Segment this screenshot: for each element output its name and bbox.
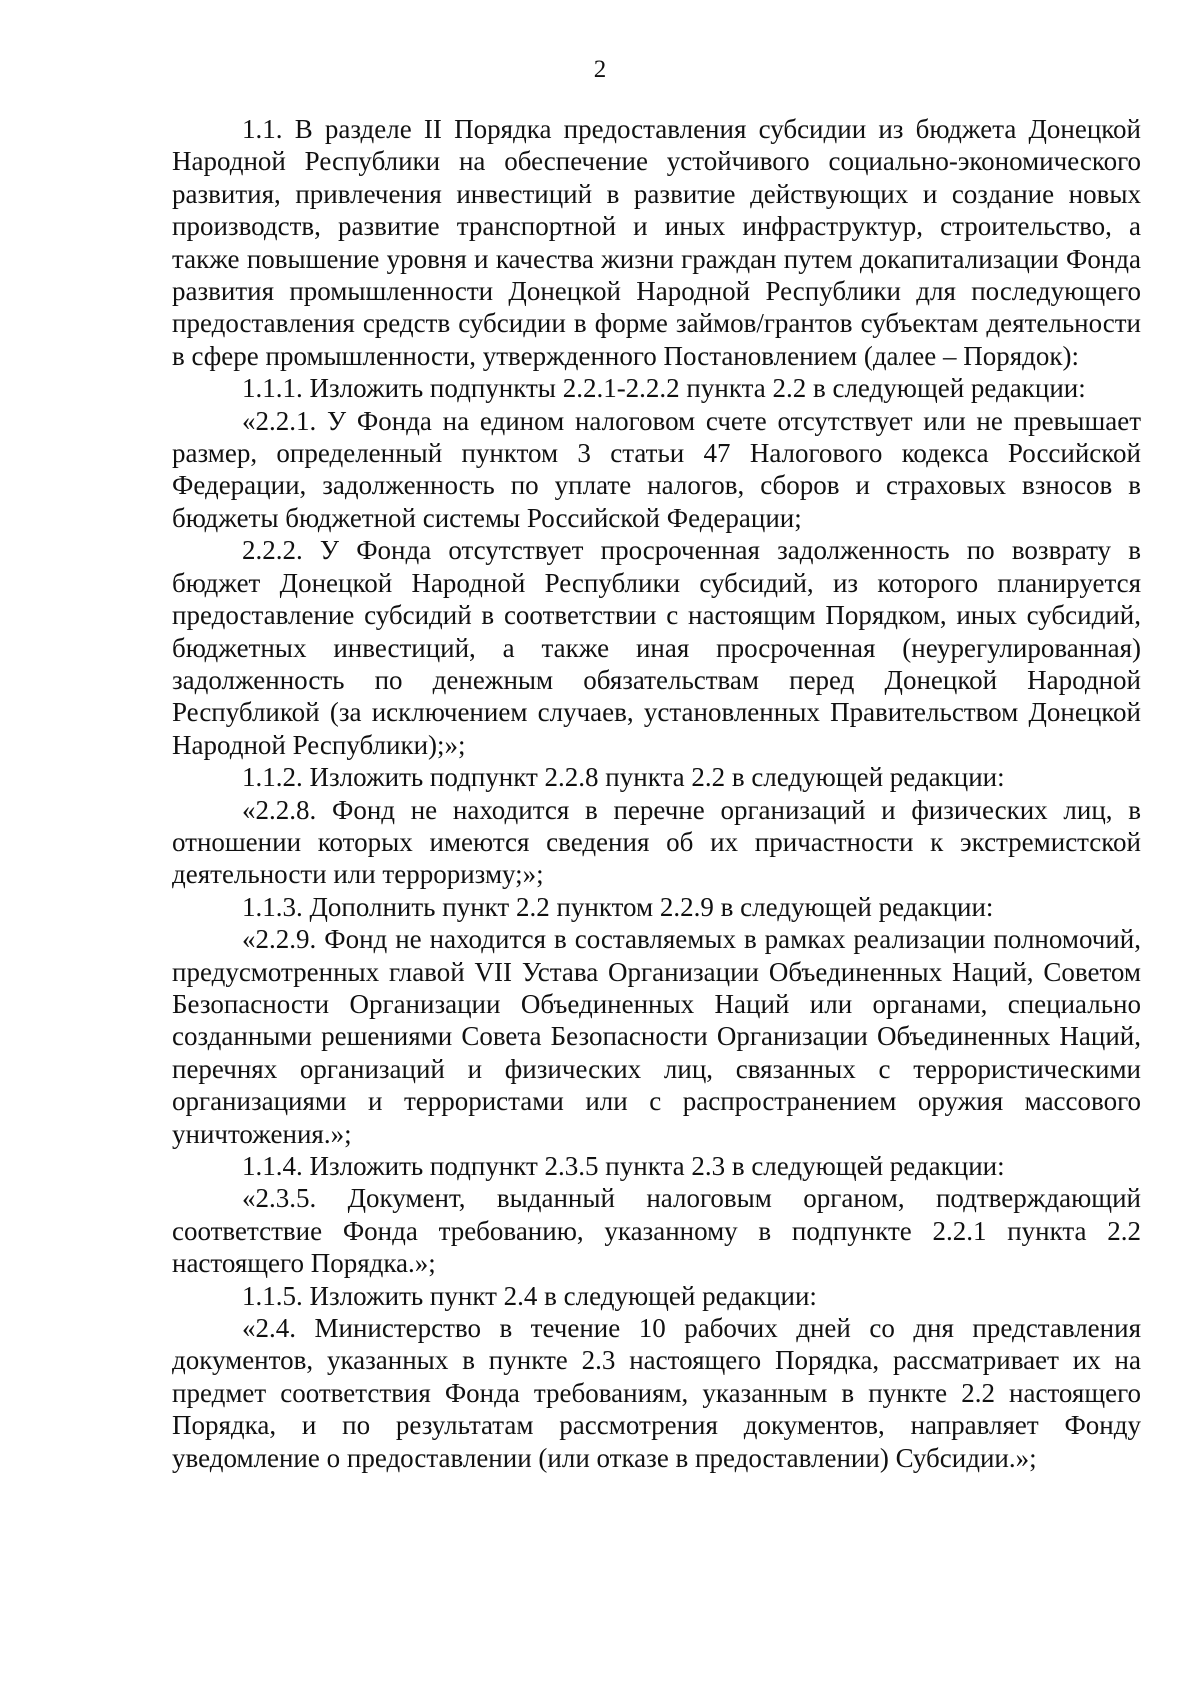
paragraph-2-2-2: 2.2.2. У Фонда отсутствует просроченная задолженность по возврату в бюджет Донецкой Народной Республики субсидий, из которого планируется предоставление субсидий в соответствии с настоящим Порядком, иных субсидий, бюджетных инвестиций, а также иная просроченная (неурегулированная) задолженность по денежным обязательствам перед Донецкой Народной Республикой (за исключением случаев, установленных Правительством Донецкой Народной Республики);»; [172, 535, 1141, 760]
paragraph-1-1-2: 1.1.2. Изложить подпункт 2.2.8 пункта 2.2 в следующей редакции: [242, 762, 1005, 793]
paragraph-1-1-1: 1.1.1. Изложить подпункты 2.2.1-2.2.2 пункта 2.2 в следующей редакции: [242, 373, 1086, 404]
paragraph-1-1-3: 1.1.3. Дополнить пункт 2.2 пунктом 2.2.9 в следующей редакции: [242, 891, 994, 922]
document-body [172, 113, 1141, 1474]
paragraph-2-4: «2.4. Министерство в течение 10 рабочих дней со дня представления документов, указанных в пункте 2.3 настоящего Порядка, рассматривает их на предмет соответствия Фонда требованиям, указанным в пункте 2.2 настоящего Порядка, и по результатам рассмотрения документов, направляет Фонду уведомление о предоставлении (или отказе в предоставлении) Субсидии.»; [172, 1313, 1141, 1473]
paragraph-2-2-9: «2.2.9. Фонд не находится в составляемых в рамках реализации полномочий, предусмотренных главой VII Устава Организации Объединенных Наций, Советом Безопасности Организации Объединенных Наций или органами, специально созданными решениями Совета Безопасности Организации Объединенных Наций, перечнях организаций и физических лиц, связанных с террористическими организациями и террористами или с распространением оружия массового уничтожения.»; [172, 924, 1141, 1149]
paragraph-1-1: 1.1. В разделе II Порядка предоставления субсидии из бюджета Донецкой Народной Республики на обеспечение устойчивого социально-экономического развития, привлечения инвестиций в развитие действующих и создание новых производств, развитие транспортной и иных инфраструктур, строительство, а также повышение уровня и качества жизни граждан путем докапитализации Фонда развития промышленности Донецкой Народной Республики для последующего предоставления средств субсидии в форме займов/грантов субъектам деятельности в сфере промышленности, утвержденного Постановлением (далее – Порядок): [172, 114, 1141, 371]
paragraph-1-1-4: 1.1.4. Изложить подпункт 2.3.5 пункта 2.3 в следующей редакции: [242, 1151, 1005, 1181]
paragraph-2-3-5: «2.3.5. Документ, выданный налоговым органом, подтверждающий соответствие Фонда требованию, указанному в подпункте 2.2.1 пункта 2.2 настоящего Порядка.»; [172, 1183, 1141, 1279]
paragraph-2-2-8: «2.2.8. Фонд не находится в перечне организаций и физических лиц, в отношении которых имеются сведения об их причастности к экстремистской деятельности или терроризму;»; [172, 794, 1141, 890]
paragraph-1-1-5: 1.1.5. Изложить пункт 2.4 в следующей редакции: [242, 1280, 817, 1311]
page-number: 2 [593, 56, 607, 83]
paragraph-2-2-1: «2.2.1. У Фонда на едином налоговом счете отсутствует или не превышает размер, определенный пунктом 3 статьи 47 Налогового кодекса Российской Федерации, задолженность по уплате налогов, сборов и страховых взносов в бюджеты бюджетной системы Российской Федерации; [172, 405, 1141, 533]
